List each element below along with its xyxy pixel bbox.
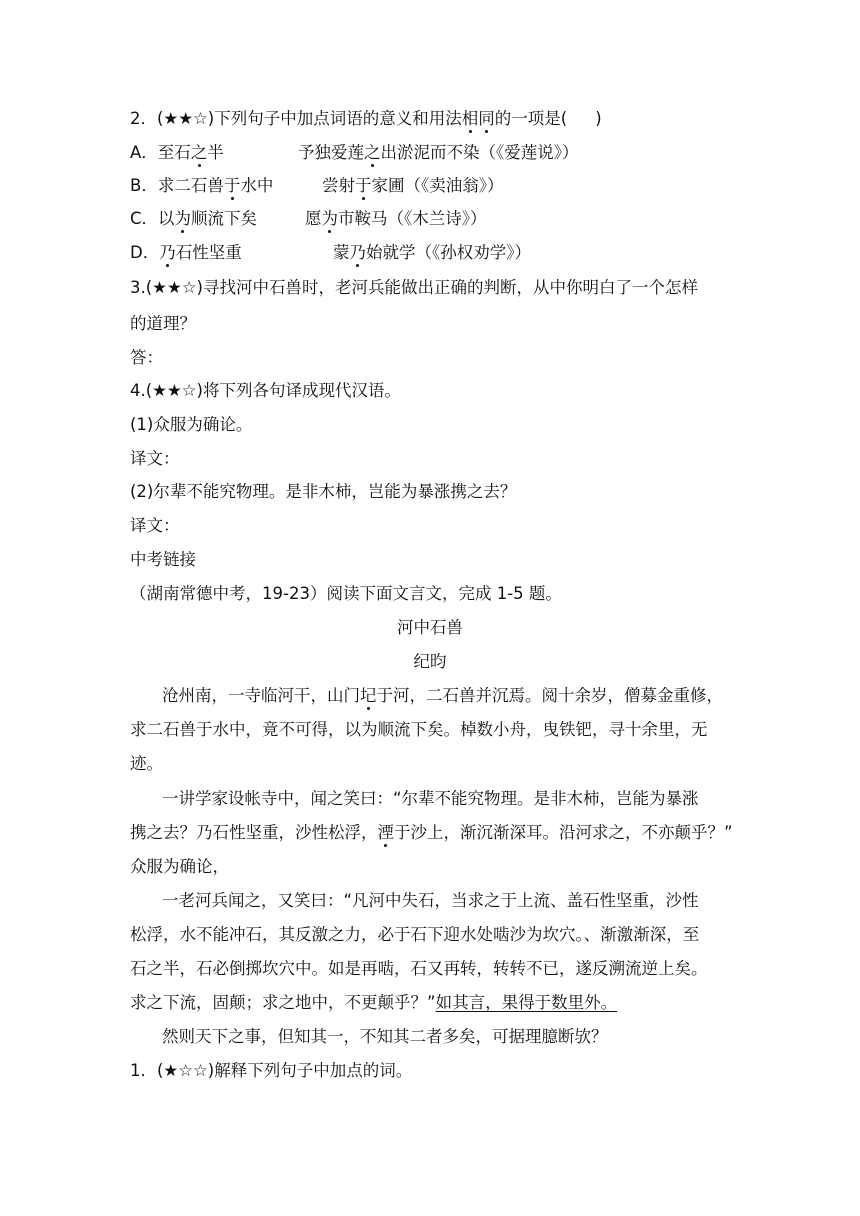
option-c-dotted: 为: [174, 209, 192, 228]
section-heading: 中考链接: [130, 550, 196, 569]
passage-dotted-yan: 湮: [377, 823, 394, 842]
option-c-left: C．以: [130, 209, 175, 228]
q2-stem-dotted-1: 相: [461, 109, 479, 128]
passage-p3-line-1: 一老河兵闻之，又笑曰：“凡河中失石，当求之于上流、盖石性坚重，沙性: [162, 891, 699, 910]
q2-option-b: [130, 175, 504, 197]
question-2-stem: [130, 108, 602, 130]
question-3-line-2: 的道理？: [130, 314, 196, 333]
option-d-right: 蒙乃始就学（《孙权劝学》）: [333, 243, 531, 262]
passage-p2-line-2: 携之去？乃石性坚重，沙性松浮，湮于沙上，渐沉渐深耳。沿河求之，不亦颠乎？”: [130, 823, 733, 842]
passage-p1-line-2: 求二石兽于水中，竟不可得，以为顺流下矣。棹数小舟，曳铁钯，寻十余里，无: [130, 720, 708, 739]
passage-p2-line-3: 众服为确论，: [130, 857, 229, 876]
q2-stem-text: 2．(★★☆)下列句子中加点词语的意义和用法: [130, 109, 462, 128]
question-3-line-1: 3.(★★☆)寻找河中石兽时，老河兵能做出正确的判断，从中你明白了一个怎样: [130, 278, 698, 297]
option-d-dotted: 乃: [159, 243, 176, 262]
question-4-translation-2: 译文：: [130, 516, 180, 535]
passage-p4-line-1: 然则天下之事，但知其一，不知其二者多矣，可据理臆断欤？: [162, 1027, 608, 1046]
option-a-left-tail: 半: [207, 143, 224, 162]
option-d-left-tail: 石性坚重: [175, 243, 242, 262]
option-b-dotted: 于: [223, 176, 241, 195]
section-intro: （湖南常德中考，19-23）阅读下面文言文，完成 1-5 题。: [130, 584, 562, 603]
q2-option-c: [130, 208, 487, 230]
option-d-right-dotted: 乃: [349, 243, 366, 262]
passage-author: 纪昀: [413, 652, 447, 671]
option-b-left: B．求二石兽: [130, 176, 224, 195]
option-c-right: 愿为市鞍马（《木兰诗》）: [305, 209, 487, 228]
passage-underlined-sentence: 如其言，果得于数里外。: [435, 993, 618, 1012]
option-b-right: 尝射于家圃（《卖油翁》）: [322, 176, 504, 195]
option-a-dotted: 之: [190, 143, 208, 162]
question-4-translation-1: 译文：: [130, 449, 180, 468]
passage-title: 河中石兽: [397, 618, 463, 637]
question-4-stem: 4.(★★☆)将下列各句译成现代汉语。: [130, 381, 401, 400]
passage-p3-line-4: 求之下流，固颠；求之地中，不更颠乎？”如其言，果得于数里外。: [130, 993, 618, 1012]
option-a-left: A．至石: [130, 143, 191, 162]
question-4-item-1: (1)众服为确论。: [130, 415, 253, 434]
q2-stem-tail: 的一项是(: [494, 109, 568, 128]
option-b-right-dotted: 于: [355, 176, 372, 195]
passage-p3-line-2: 松浮，水不能冲石，其反激之力，必于石下迎水处啮沙为坎穴。、渐激渐深，至: [130, 925, 700, 944]
q2-stem-close: ): [595, 109, 602, 128]
q2-option-a: [130, 142, 579, 164]
passage-p1-line-3: 迹。: [130, 754, 163, 773]
option-b-left-tail: 水中: [240, 176, 274, 195]
passage-p1-line-1: 沧州南，一寺临河干，山门圮于河，二石兽并沉焉。阅十余岁，僧募金重修，: [162, 686, 723, 705]
question-4-item-2: (2)尔辈不能究物理。是非木柿，岂能为暴涨携之去？: [130, 482, 517, 501]
option-a-right-dotted: 之: [364, 143, 381, 162]
passage-p3-line-3: 石之半，石必倒掷坎穴中。如是再啮，石又再转，转转不已，遂反溯流逆上矣。: [130, 959, 708, 978]
option-c-left-tail: 顺流下矣: [191, 209, 258, 228]
passage-dotted-pi: 圮: [360, 686, 377, 705]
q2-option-d: [130, 242, 531, 264]
question-3-answer: 答：: [130, 348, 163, 367]
option-a-right: 予独爱莲之出淤泥而不染（《爱莲说》）: [298, 143, 579, 162]
passage-p2-line-1: 一讲学家设帐寺中，闻之笑曰：“尔辈不能究物理。是非木柿，岂能为暴涨: [162, 789, 699, 808]
question-1-stem: 1．(★☆☆)解释下列句子中加点的词。: [130, 1061, 413, 1080]
q2-stem-dotted-2: 同: [478, 109, 495, 128]
option-c-right-dotted: 为: [321, 209, 338, 228]
option-d-left: D．: [130, 243, 160, 262]
